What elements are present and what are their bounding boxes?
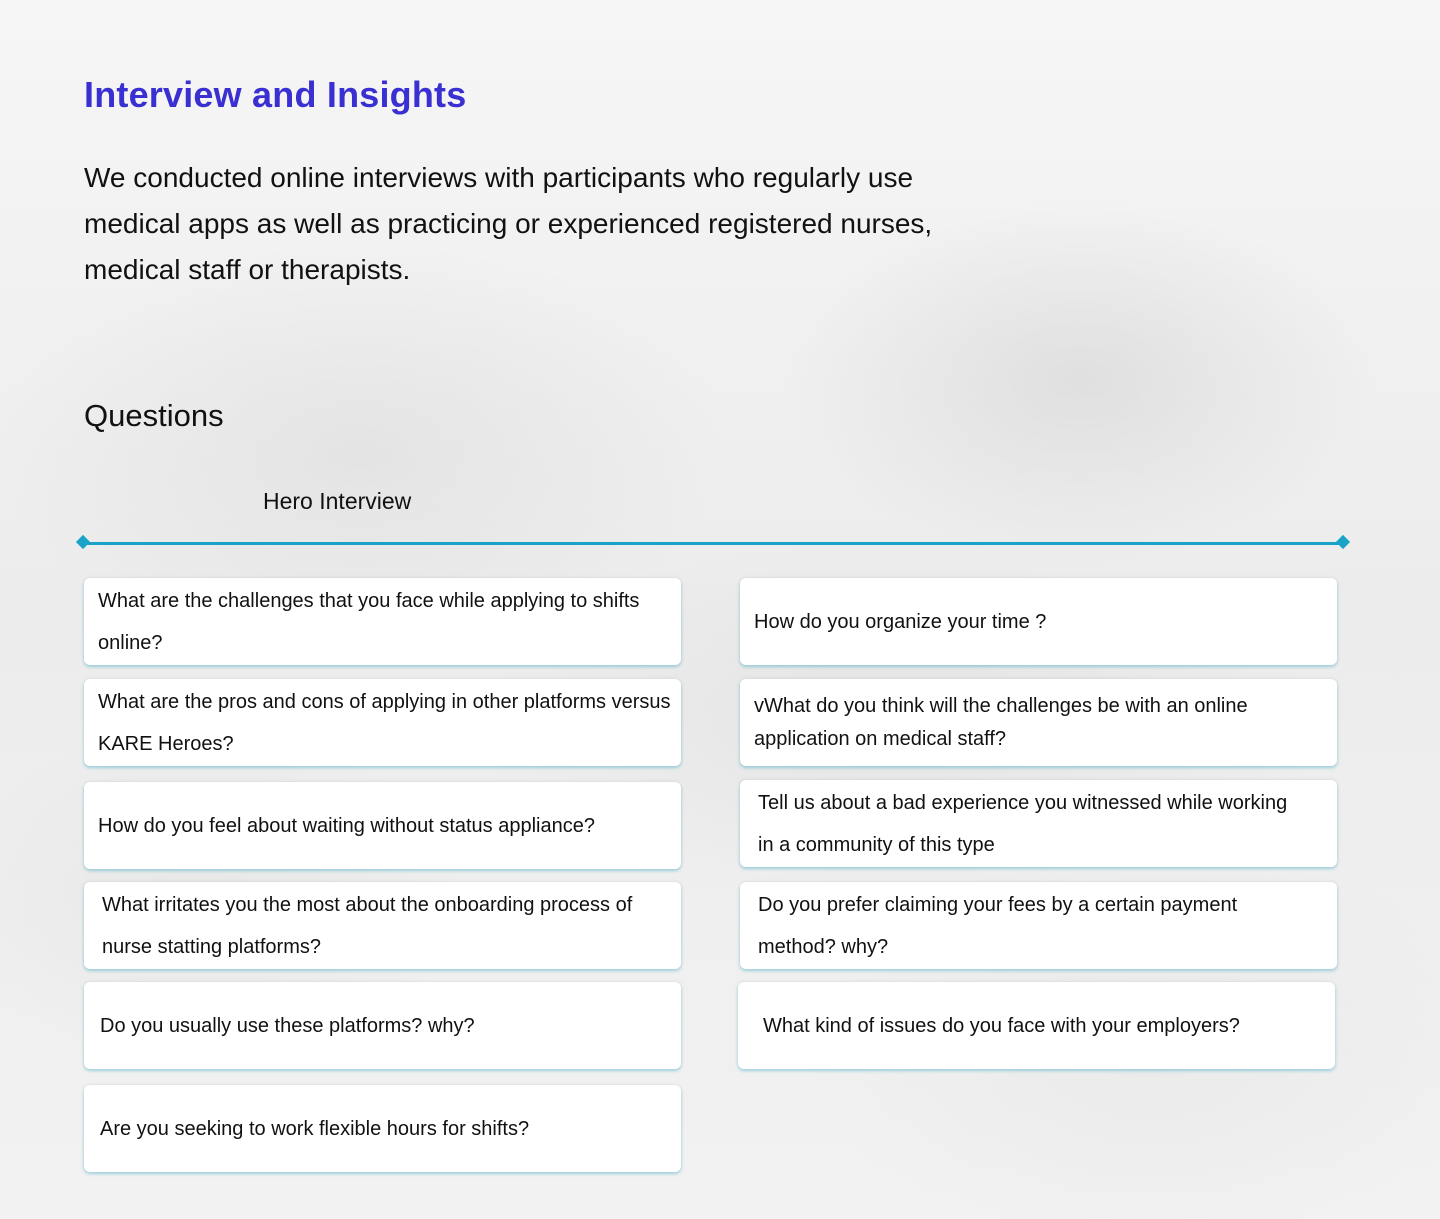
question-card-left-5 [84,982,681,1069]
question-card-left-4 [84,882,681,969]
intro-paragraph: We conducted online interviews with participants who regularly use medical apps as well as practicing or experienced registered nurses, medical staff or therapists. [84,162,933,285]
question-card-right-5 [738,982,1335,1069]
question-card-right-1 [740,578,1337,665]
question-text: What are the pros and cons of applying in other platforms versus KARE Heroes? [98,690,671,755]
questions-heading: Questions [84,398,224,433]
question-text: What irritates you the most about the onboarding process of nurse statting platforms? [102,893,633,958]
question-text: Do you prefer claiming your fees by a certain payment method? why? [758,893,1238,958]
question-card-left-6 [84,1085,681,1172]
question-text: What are the challenges that you face while applying to shifts online? [98,589,640,654]
question-card-right-2 [740,679,1337,766]
question-text: What kind of issues do you face with your employers? [763,1014,1240,1037]
question-text: Are you seeking to work flexible hours for shifts? [100,1117,530,1140]
question-text: Do you usually use these platforms? why? [100,1014,475,1037]
question-text: Tell us about a bad experience you witnessed while working in a community of this type [758,791,1288,856]
question-card-left-1 [84,578,681,665]
question-card-right-4 [740,882,1337,969]
question-card-left-3 [84,782,681,869]
timeline-label: Hero Interview [263,488,412,514]
question-text: vWhat do you think will the challenges be with an online application on medical staff? [754,694,1248,750]
question-text: How do you feel about waiting without status appliance? [98,814,595,837]
timeline-start-marker-icon [76,535,90,549]
page-title: Interview and Insights [84,74,467,115]
timeline-end-marker-icon [1336,535,1350,549]
question-card-left-2 [84,679,681,766]
question-text: How do you organize your time ? [754,610,1047,633]
question-card-right-3 [740,780,1337,867]
timeline-line [83,542,1344,545]
